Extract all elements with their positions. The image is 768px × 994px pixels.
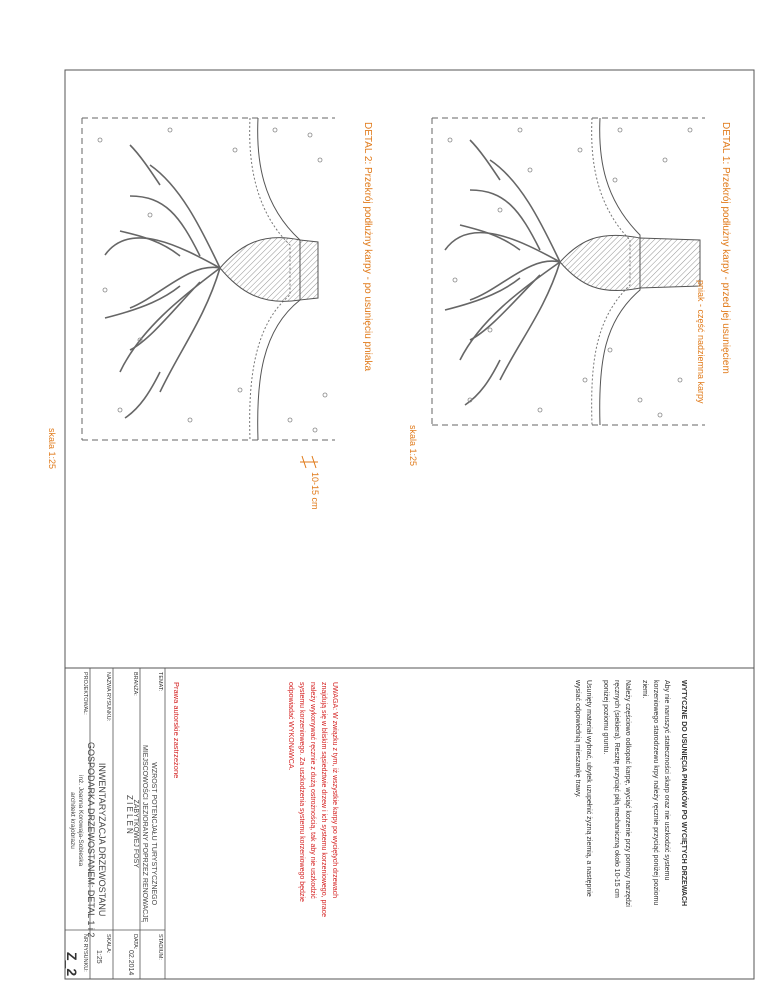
data-label: DATA: <box>132 934 138 950</box>
cut-depth-label: 10-15 cm <box>310 472 320 510</box>
stadium-label: STADIUM: <box>157 934 163 960</box>
nr-label: NR RYSUNKU: <box>82 934 88 972</box>
detail-1-title: DETAL 1: Przekrój podłużny karpy - przed jej usunięciem <box>720 122 731 374</box>
skala-label: SKALA: <box>105 934 111 954</box>
branza-label: BRANŻA: <box>132 672 138 696</box>
detail-2-title: DETAL 2: Przekrój podłużny karpy - po usunięciu pniaka <box>362 122 373 372</box>
stump-label: pniak - część nadziemna karpy <box>696 280 706 404</box>
temat-value: WZROST POTENCJAŁU TURYSTYCZNEGO MIEJSCOWOŚCI JEZIORANY POPRZEZ RENOWACJĘ ZABYTKOWEJ FOSY <box>132 745 157 923</box>
guidelines-p1: Aby nie naruszyć stateczności skarp oraz nie uszkodzić systemu korzeniowego starodrzewu krpy należy ręcznie przyciąć poniżej poziomu ziemi. <box>641 680 670 906</box>
detail-2-scale: skala 1:25 <box>47 428 57 470</box>
guidelines-p3: Usunięty materiał wybrać, ubytek uzupełnić żyzną ziemią, a następnie wysiać odpowiednią mieszankę trawy. <box>574 680 592 897</box>
data-value: 02.2014 <box>127 950 134 976</box>
copyright-note: Prawa autorskie zastrzeżone <box>172 682 181 779</box>
detail-1-scale: skala 1:25 <box>408 425 418 467</box>
nazwa-value: INWENTARYZACJA DRZEWOSTANU GOSPODARKA DRZEWOSTANEM: DETAL 1 i 2 <box>86 742 107 938</box>
projektowal-label: PROJEKTOWAŁ: <box>82 672 88 715</box>
branza-value: Z I E L E Ń <box>125 795 134 834</box>
projektowal-value: inż. Joanna Korowaja-Sobieska architekt krajobrazu <box>69 775 84 867</box>
skala-value: 1:25 <box>95 950 102 964</box>
guidelines-p2: Należy częściowo odkopać karpę, wyciąć korzenie przy pomocy narzędzi ręcznych (siekiera). Resztę przyciąć piłą mechaniczną około 10-15 cm poniżej poziomu gruntu. <box>602 680 631 907</box>
guidelines-heading: WYTYCZNE DO USUNIĘCIA PNIAKÓW PO WYCIĘTYCH DRZEWACH <box>680 680 687 907</box>
temat-label: TEMAT: <box>157 672 163 692</box>
nazwa-label: NAZWA RYSUNKU: <box>105 672 111 722</box>
warning-note: UWAGA: W związku z tym, iż wszystkie karpy po wyciętych drzewach znajdują się w bliskim sąsiedztwie drzew i ich systemu korzeniowego, prace należy wykonywać ręcznie z dużą ostrożnością, tak aby nie uszkodzić systemu korzeniowego. Za uszkodzenia systemu korzeniowego będzie odpowiadać WYKONAWCA. <box>287 682 338 917</box>
drawing-number: Z_2 <box>64 952 80 977</box>
